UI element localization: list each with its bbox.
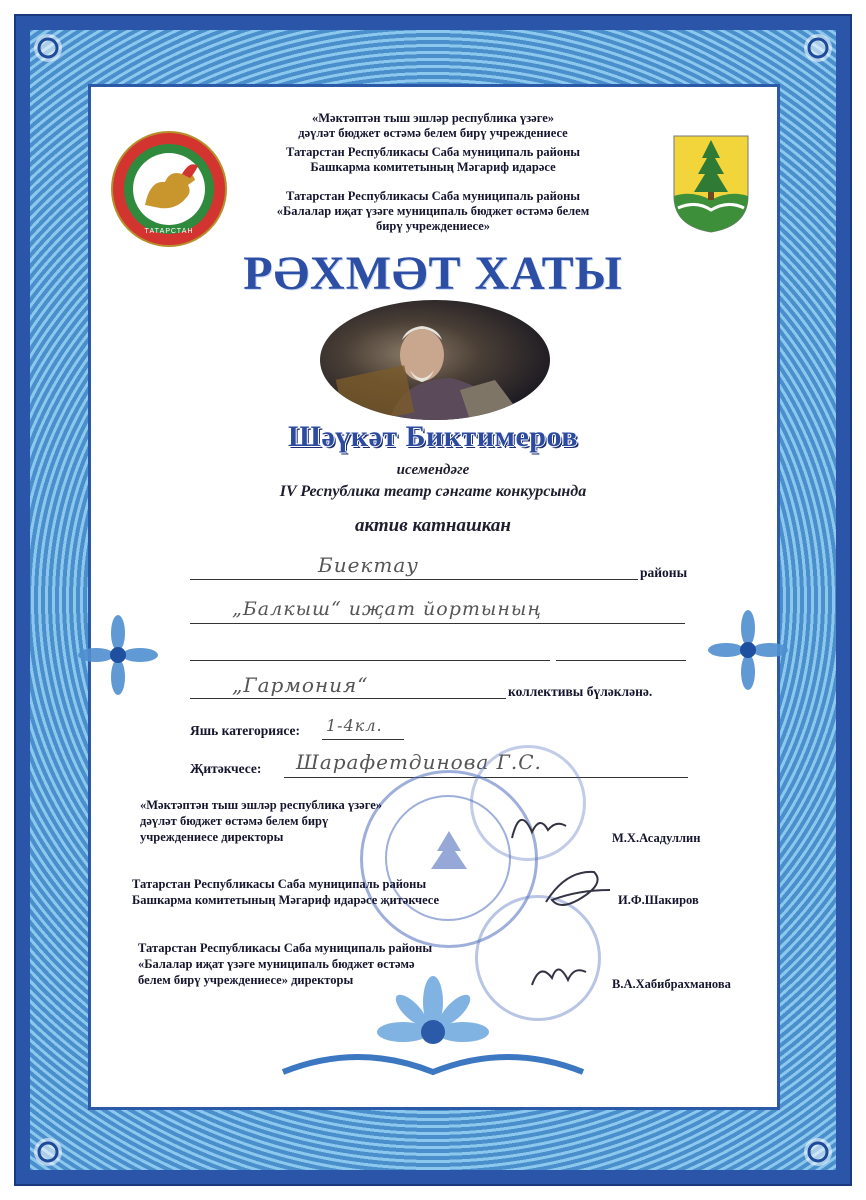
subtitle-named: исемендәге — [396, 462, 470, 478]
district-value: Биектау — [318, 553, 419, 577]
signature-3-line2: «Балалар иҗат үзәге муниципаль бюджет өстәмә — [138, 957, 415, 971]
signature-3-line1: Татарстан Республикасы Саба муниципаль районы — [138, 941, 433, 955]
signature-1-line2: дәүләт бюджет өстәмә белем бирү — [140, 814, 329, 828]
leader-value: Шарафетдинова Г.С. — [296, 750, 542, 774]
signatory-1-name: М.Х.Асадуллин — [612, 831, 701, 845]
certificate-title: РӘХМӘТ ХАТЫ — [243, 247, 623, 300]
collective-label: коллективы бүләкләнә. — [508, 684, 653, 699]
org-value: „Балкыш“ иҗат йортының — [232, 598, 542, 620]
signature-block-3 — [138, 940, 508, 988]
signature-2-line2: Башкарма комитетының Мәгариф идарәсе җитәкчесе — [132, 893, 440, 907]
header-org1-line1: «Мәктәптән тыш эшләр республика үзәге» — [311, 111, 555, 125]
emblem-ring-text: ТАТАРСТАН — [144, 228, 194, 235]
signatory-3-name: В.А.Хабибрахманова — [612, 977, 731, 991]
signature-2-line1: Татарстан Республикасы Саба муниципаль районы — [132, 877, 427, 891]
signature-icon — [512, 820, 566, 838]
signature-icon — [532, 969, 586, 985]
signature-1-line1: «Мәктәптән тыш эшләр республика үзәге» — [140, 798, 383, 812]
honoree-name: Шәүкәт Биктимеров — [288, 420, 578, 453]
leader-label: Җитәкчесе: — [190, 761, 262, 776]
signatory-2-name: И.Ф.Шакиров — [618, 893, 699, 907]
header-org1-line2: дәүләт бюджет өстәмә белем бирү учреждениесе — [298, 126, 568, 140]
header-org3-line2: «Балалар иҗат үзәге муниципаль бюджет өстәмә белем — [276, 204, 590, 218]
header-org2-line2: Башкарма комитетының Мәгариф идарәсе — [310, 160, 556, 174]
collective-value: „Гармония“ — [232, 673, 369, 697]
header-org2-line1: Татарстан Республикасы Саба муниципаль районы — [285, 145, 581, 159]
district-label: районы — [640, 565, 688, 580]
signature-1-line3: учреждениесе директоры — [140, 830, 284, 844]
subtitle-contest: IV Республика театр сәнгате конкурсында — [279, 483, 587, 500]
signature-icon — [546, 872, 610, 905]
subtitle-participated-text: актив катнашкан — [355, 515, 511, 536]
signature-3-line3: белем бирү учреждениесе» директоры — [138, 973, 354, 987]
signature-block-1 — [140, 797, 480, 845]
age-label: Яшь категориясе: — [190, 723, 301, 738]
header-org3-line3: бирү учреждениесе» — [375, 219, 491, 233]
signature-block-2 — [132, 876, 512, 908]
age-value: 1-4кл. — [326, 716, 383, 735]
header-org3-line1: Татарстан Республикасы Саба муниципаль районы — [285, 189, 581, 203]
